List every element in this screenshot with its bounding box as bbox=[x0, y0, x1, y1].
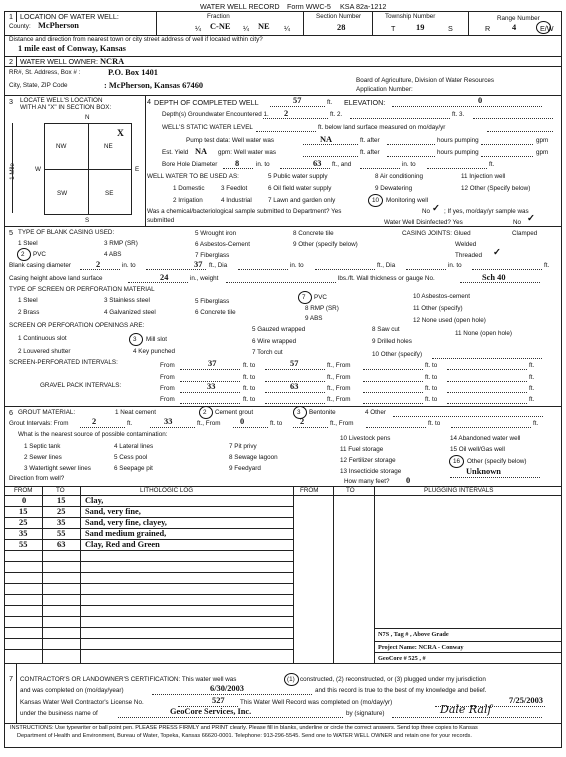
bore-depth-value[interactable]: 63 bbox=[313, 159, 322, 168]
screen-row2-ft-from: ft., From bbox=[327, 374, 351, 381]
screen-intervals-label: SCREEN-PERFORATED INTERVALS: bbox=[9, 359, 118, 366]
section-3-number: 3 bbox=[9, 97, 13, 106]
note-project: Project Name: NCRA - Conway bbox=[378, 644, 464, 651]
township-value[interactable]: 19 bbox=[416, 23, 425, 32]
source-septic[interactable]: 1 Septic tank bbox=[24, 443, 61, 450]
opening-key-punched[interactable]: 4 Key punched bbox=[133, 348, 176, 355]
section-5-title: TYPE OF BLANK CASING USED: bbox=[18, 229, 115, 236]
range-ew[interactable]: E/W bbox=[540, 24, 554, 33]
casing-abs[interactable]: 4 ABS bbox=[104, 251, 122, 258]
use-injection[interactable]: 11 Injection well bbox=[461, 173, 506, 180]
casing-wrought-iron[interactable]: 5 Wrought iron bbox=[195, 230, 237, 237]
quadrant-se: SE bbox=[105, 190, 114, 197]
fraction-quarter-1: ¼ bbox=[195, 24, 201, 33]
use-air[interactable]: 8 Air conditioning bbox=[375, 173, 423, 180]
distance-label: Distance and direction from nearest town or city street address of well if located within city? bbox=[9, 36, 263, 43]
screen-galvanized[interactable]: 4 Galvanized steel bbox=[104, 309, 156, 316]
openings-label: SCREEN OR PERFORATION OPENINGS ARE: bbox=[9, 322, 145, 329]
log-desc: Sand medium grained, bbox=[85, 529, 167, 538]
source-abandoned[interactable]: 14 Abandoned water well bbox=[450, 435, 521, 442]
log-to: 25 bbox=[57, 507, 66, 516]
use-oil[interactable]: 6 Oil field water supply bbox=[268, 185, 332, 192]
screen-ft-to: ft. to bbox=[243, 362, 256, 369]
blank-ft-dia-2: ft., Dia bbox=[377, 262, 396, 269]
section-number-value[interactable]: 28 bbox=[337, 23, 346, 32]
gravel-ft-end: ft. bbox=[529, 385, 535, 392]
depth-value[interactable]: 57 bbox=[293, 96, 302, 105]
grout-ft-to-3: ft. to bbox=[428, 420, 441, 427]
casing-other[interactable]: 9 Other (specify below) bbox=[293, 241, 358, 248]
casing-pvc-number: 2 bbox=[21, 251, 25, 258]
opening-wire[interactable]: 6 Wire wrapped bbox=[252, 338, 297, 345]
log-desc: Sand, very fine, clayey, bbox=[85, 518, 167, 527]
section-1-title: LOCATION OF WATER WELL: bbox=[20, 12, 119, 21]
county-label: County: bbox=[9, 23, 31, 30]
log-header-to: TO bbox=[56, 487, 65, 494]
source-watertight[interactable]: 3 Watertight sewer lines bbox=[24, 465, 91, 472]
grout-cement[interactable]: Cement grout bbox=[215, 409, 254, 416]
range-e-circle bbox=[536, 21, 551, 34]
source-unknown[interactable]: Unknown bbox=[466, 467, 501, 476]
blank-in-to-3: in. to bbox=[448, 262, 462, 269]
screen-pvc[interactable]: PVC bbox=[314, 294, 327, 301]
screen-from-label: From bbox=[160, 362, 175, 369]
quadrant-nw: NW bbox=[56, 143, 67, 150]
grout-ft-to-2: ft. to bbox=[270, 420, 283, 427]
instructions-line-2: Department of Health and Environment, Bureau of Water, Topeka, Kansas 66620-0001. Telephone: 913-296-5545. Send one to WATER WELL OWNER and retain one for your records. bbox=[17, 733, 472, 739]
yield-hours: hours pumping bbox=[437, 149, 479, 156]
blank-ft-end: ft. bbox=[544, 262, 550, 269]
source-insecticide[interactable]: 13 Insecticide storage bbox=[340, 468, 402, 475]
cert-line-1a: CONTRACTOR'S OR LANDOWNER'S CERTIFICATION: This water well was bbox=[20, 676, 237, 683]
gravel-row2-ft-to: ft. to bbox=[243, 396, 256, 403]
fraction-quarter-2: ¼ bbox=[243, 24, 249, 33]
groundwater-label: Depth(s) Groundwater Encountered 1. bbox=[162, 111, 269, 118]
screen-concrete[interactable]: 6 Concrete tile bbox=[195, 309, 236, 316]
quadrant-ne: NE bbox=[104, 143, 113, 150]
opening-louvered[interactable]: 2 Louvered shutter bbox=[18, 348, 71, 355]
grout-cement-circle bbox=[199, 406, 213, 419]
section-3-title-2: WITH AN "X" IN SECTION BOX: bbox=[20, 104, 112, 111]
gravel-row2-ft-to-2: ft. to bbox=[425, 396, 438, 403]
gravel-from-label: From bbox=[160, 385, 175, 392]
blank-to-value[interactable]: 37 bbox=[194, 260, 203, 269]
screen-row2-ft-end: ft. bbox=[529, 374, 535, 381]
township-t: T bbox=[391, 24, 396, 33]
use-monitoring[interactable]: Monitoring well bbox=[386, 197, 428, 204]
log-header-from: FROM bbox=[14, 487, 33, 494]
mile-label: 1 Mile bbox=[8, 163, 16, 180]
fraction-value-2[interactable]: NE bbox=[258, 22, 270, 31]
pump-test-label: Pump test data: Well water was bbox=[186, 137, 275, 144]
source-feedyard[interactable]: 9 Feedyard bbox=[229, 465, 261, 472]
bact-no-check: ✓ bbox=[432, 204, 440, 214]
screen-row2-ft-to: ft. to bbox=[243, 374, 256, 381]
opening-continuous[interactable]: 1 Continuous slot bbox=[18, 335, 67, 342]
yield-gpm: gpm bbox=[536, 149, 549, 156]
license-value[interactable]: 527 bbox=[212, 696, 225, 705]
location-x-mark: X bbox=[117, 129, 124, 139]
county-value[interactable]: McPherson bbox=[38, 21, 79, 30]
casing-height-label: Casing height above land surface bbox=[9, 275, 103, 282]
gauge-value[interactable]: Sch 40 bbox=[482, 273, 506, 282]
gravel-ft-to-2: ft. to bbox=[425, 385, 438, 392]
use-feedlot[interactable]: 3 Feedlot bbox=[221, 185, 248, 192]
grout-to-value[interactable]: 33 bbox=[164, 417, 173, 426]
screen-material-label: TYPE OF SCREEN OR PERFORATION MATERIAL bbox=[9, 286, 155, 293]
static-level-label: WELL'S STATIC WATER LEVEL bbox=[162, 124, 253, 131]
city-label: City, State, ZIP Code bbox=[9, 82, 68, 89]
opening-other[interactable]: 10 Other (specify) bbox=[372, 351, 423, 358]
note-tag: N7S , Tag # , Above Grade bbox=[378, 631, 449, 638]
grout-from-value[interactable]: 2 bbox=[92, 417, 97, 426]
opening-mill-slot[interactable]: Mill slot bbox=[146, 336, 167, 343]
cert-line-1b: constructed, (2) reconstructed, or (3) plugged under my jurisdiction bbox=[300, 676, 486, 683]
direction-label: Direction from well? bbox=[9, 475, 65, 482]
grout-title: GROUT MATERIAL: bbox=[18, 409, 76, 416]
yield-ft-after: ft. after bbox=[360, 149, 380, 156]
blank-in-to: in. to bbox=[122, 262, 136, 269]
city-value[interactable]: : McPherson, Kansas 67460 bbox=[104, 81, 204, 90]
business-label: under the business name of bbox=[20, 710, 98, 717]
plug-header-from: FROM bbox=[300, 487, 319, 494]
use-monitoring-number: 10 bbox=[372, 197, 380, 204]
casing-lbs-label: lbs./ft. Wall thickness or gauge No. bbox=[338, 275, 435, 282]
cert-line-2b: and this record is true to the best of my knowledge and belief. bbox=[315, 687, 487, 694]
screen-steel[interactable]: 1 Steel bbox=[18, 297, 38, 304]
bact-label: Was a chemical/bacteriological sample submitted to Department? Yes bbox=[147, 208, 342, 215]
grout-other[interactable]: 4 Other bbox=[365, 409, 386, 416]
yield-value[interactable]: NA bbox=[195, 147, 208, 156]
grout-to-2-value[interactable]: 2 bbox=[300, 417, 305, 426]
range-value[interactable]: 4 bbox=[512, 23, 517, 32]
compass-n: N bbox=[85, 114, 90, 121]
source-fuel[interactable]: 11 Fuel storage bbox=[340, 446, 384, 453]
license-label: Kansas Water Well Contractor's License No. bbox=[20, 699, 144, 706]
section-4-number: 4 bbox=[147, 97, 151, 106]
township-s: S bbox=[448, 24, 453, 33]
source-livestock[interactable]: 10 Livestock pens bbox=[340, 435, 391, 442]
board-label: Board of Agriculture, Division of Water Resources bbox=[356, 77, 495, 84]
log-from: 25 bbox=[19, 518, 28, 527]
application-label: Application Number: bbox=[356, 86, 413, 93]
disinfected-label: Water Well Disinfected? Yes bbox=[384, 219, 463, 226]
section-3-title-1: LOCATE WELL'S LOCATION bbox=[20, 97, 103, 104]
signature-label: by (signature) bbox=[346, 710, 385, 717]
log-from: 55 bbox=[19, 540, 28, 549]
fraction-quarter-3: ¼ bbox=[284, 24, 290, 33]
source-fertilizer[interactable]: 12 Fertilizer storage bbox=[340, 457, 396, 464]
source-lagoon[interactable]: 8 Sewage lagoon bbox=[229, 454, 278, 461]
blank-diameter-value[interactable]: 2 bbox=[96, 260, 101, 269]
form-title: WATER WELL RECORD bbox=[200, 2, 280, 11]
source-seepage[interactable]: 6 Seepage pit bbox=[114, 465, 153, 472]
casing-pvc-circle bbox=[17, 248, 31, 261]
screen-from-label-2: From bbox=[160, 374, 175, 381]
screen-pvc-circle bbox=[298, 291, 312, 304]
depth-ft: ft. bbox=[327, 99, 333, 106]
signature: Dale Ralf bbox=[440, 703, 492, 716]
groundwater-2-label: ft. 2. bbox=[330, 111, 343, 118]
joints-threaded[interactable]: Threaded bbox=[455, 252, 482, 259]
log-to: 63 bbox=[57, 540, 66, 549]
gravel-from-label-2: From bbox=[160, 396, 175, 403]
disinfected-no[interactable]: No bbox=[513, 219, 522, 226]
plug-header-to: TO bbox=[346, 487, 355, 494]
bact-no[interactable]: No bbox=[422, 208, 431, 215]
opening-gauzed[interactable]: 5 Gauzed wrapped bbox=[252, 326, 306, 333]
screen-fiberglass[interactable]: 5 Fiberglass bbox=[195, 298, 230, 305]
casing-steel[interactable]: 1 Steel bbox=[18, 240, 38, 247]
owner-value[interactable]: NCRA bbox=[100, 57, 125, 66]
log-to: 35 bbox=[57, 518, 66, 527]
section-1-number: 1 bbox=[9, 12, 13, 21]
use-lawn[interactable]: 7 Lawn and garden only bbox=[268, 197, 336, 204]
log-header-lithologic: LITHOLOGIC LOG bbox=[140, 487, 194, 494]
groundwater-1-value[interactable]: 2 bbox=[284, 109, 289, 118]
cert-option-1-circle bbox=[284, 673, 299, 686]
joints-threaded-check: ✓ bbox=[493, 248, 501, 258]
screen-rmp[interactable]: 8 RMP (SR) bbox=[305, 305, 339, 312]
source-pit-privy[interactable]: 7 Pit privy bbox=[229, 443, 257, 450]
screen-pvc-number: 7 bbox=[302, 294, 306, 301]
use-public[interactable]: 5 Public water supply bbox=[268, 173, 328, 180]
grout-bentonite-number: 3 bbox=[297, 409, 301, 416]
cert-completed-label: and was completed on (mo/day/year) bbox=[20, 687, 124, 694]
compass-e: E bbox=[135, 166, 140, 173]
casing-pvc[interactable]: PVC bbox=[33, 251, 46, 258]
screen-from-value[interactable]: 37 bbox=[208, 359, 217, 368]
plug-header-intervals: PLUGGING INTERVALS bbox=[424, 487, 494, 494]
how-many-feet-value[interactable]: 0 bbox=[406, 476, 411, 485]
opening-saw-cut[interactable]: 8 Saw cut bbox=[372, 326, 400, 333]
casing-height-value[interactable]: 24 bbox=[160, 273, 169, 282]
source-cess[interactable]: 5 Cess pool bbox=[114, 454, 148, 461]
bore-in-to: in. to bbox=[402, 161, 416, 168]
log-desc: Clay, bbox=[85, 496, 104, 505]
bore-to: in. to bbox=[256, 161, 270, 168]
pump-test-value[interactable]: NA bbox=[320, 135, 333, 144]
gravel-row2-ft-from: ft., From bbox=[327, 396, 351, 403]
elevation-value[interactable]: 0 bbox=[478, 96, 483, 105]
section-2-number: 2 bbox=[9, 57, 13, 66]
screen-other[interactable]: 11 Other (specify) bbox=[413, 305, 463, 312]
grout-ft-from-2: ft., From bbox=[330, 420, 354, 427]
use-industrial[interactable]: 4 Industrial bbox=[221, 197, 252, 204]
business-value[interactable]: GeoCore Services, Inc. bbox=[170, 707, 252, 716]
grout-from-2-value[interactable]: 0 bbox=[240, 417, 245, 426]
log-desc: Sand, very fine, bbox=[85, 507, 141, 516]
pump-ft-after: ft. after bbox=[360, 137, 380, 144]
quadrant-sw: SW bbox=[57, 190, 68, 197]
ksa-ref: KSA 82a-1212 bbox=[340, 2, 387, 11]
gravel-ft-from: ft., From bbox=[327, 385, 351, 392]
source-other-circle bbox=[449, 455, 464, 468]
casing-asbestos[interactable]: 6 Asbestos-Cement bbox=[195, 241, 250, 248]
note-geocore: GeoCore # 525 , # bbox=[378, 655, 426, 662]
screen-ft-from: ft., From bbox=[327, 362, 351, 369]
range-r: R bbox=[485, 24, 491, 33]
bore-value[interactable]: 8 bbox=[235, 159, 240, 168]
opening-none[interactable]: 11 None (open hole) bbox=[455, 330, 512, 337]
opening-drilled[interactable]: 9 Drilled holes bbox=[372, 338, 412, 345]
source-other[interactable]: Other (specify below) bbox=[467, 458, 527, 465]
screen-ft-end: ft. bbox=[529, 362, 535, 369]
depth-label: DEPTH OF COMPLETED WELL bbox=[154, 98, 259, 107]
yield-rest: gpm: Well water was bbox=[218, 149, 276, 156]
gravel-to-value[interactable]: 63 bbox=[290, 382, 299, 391]
casing-concrete-tile[interactable]: 8 Concrete tile bbox=[293, 230, 334, 237]
casing-height-in: in., weight bbox=[190, 275, 219, 282]
use-label: WELL WATER TO BE USED AS: bbox=[147, 173, 239, 180]
section-number-label: Section Number bbox=[316, 13, 362, 20]
bore-and: ft., and bbox=[332, 161, 352, 168]
section-5-number: 5 bbox=[9, 228, 13, 237]
grout-neat[interactable]: 1 Neat cement bbox=[115, 409, 156, 416]
contamination-label: What is the nearest source of possible contamination: bbox=[18, 431, 168, 438]
log-from: 35 bbox=[19, 529, 28, 538]
grout-intervals-label: Grout Intervals: From bbox=[9, 420, 69, 427]
source-other-number: 16 bbox=[453, 458, 461, 465]
compass-w: W bbox=[35, 166, 41, 173]
instructions-line-1: INSTRUCTIONS: Use typewriter or ball point pen. PLEASE PRESS FIRMLY and PRINT clearly. Please fill in blanks, underline or circle the correct answers. Send top three copies to Kansas bbox=[10, 725, 478, 731]
distance-value[interactable]: 1 mile east of Conway, Kansas bbox=[18, 44, 126, 53]
screen-abs[interactable]: 9 ABS bbox=[305, 315, 323, 322]
gravel-ft-to: ft. to bbox=[243, 385, 256, 392]
township-label: Township Number bbox=[385, 13, 436, 20]
pump-hours: hours pumping bbox=[437, 137, 479, 144]
blank-in-to-2: in. to bbox=[290, 262, 304, 269]
casing-rmp[interactable]: 3 RMP (SR) bbox=[104, 240, 138, 247]
range-label: Range Number bbox=[497, 15, 540, 22]
section-2-title: WATER WELL OWNER: bbox=[20, 57, 98, 66]
fraction-label: Fraction bbox=[207, 13, 230, 20]
gravel-row2-ft-end: ft. bbox=[529, 396, 535, 403]
source-sewer[interactable]: 2 Sewer lines bbox=[24, 454, 62, 461]
use-domestic[interactable]: 1 Domestic bbox=[173, 185, 205, 192]
fraction-value-1[interactable]: C-NE bbox=[210, 22, 231, 31]
grout-ft-from: ft., From bbox=[197, 420, 221, 427]
record-completed-label: This Water Well Record was completed on (mo/day/yr) bbox=[240, 699, 393, 706]
joints-label: CASING JOINTS: Glued bbox=[402, 230, 471, 237]
use-other[interactable]: 12 Other (Specify below) bbox=[461, 185, 531, 192]
screen-row2-ft-to-2: ft. to bbox=[425, 374, 438, 381]
joints-clamped[interactable]: Clamped bbox=[512, 230, 538, 237]
static-level-rest: ft. below land surface measured on mo/day/yr bbox=[318, 124, 446, 131]
source-oil-gas[interactable]: 15 Oil well/Gas well bbox=[450, 446, 505, 453]
yield-label: Est. Yield bbox=[162, 149, 189, 156]
grout-ft-end: ft. bbox=[533, 420, 539, 427]
address-label: RR#, St. Address, Box # : bbox=[9, 69, 81, 76]
disinfected-no-check: ✓ bbox=[527, 214, 535, 224]
joints-welded[interactable]: Welded bbox=[455, 241, 477, 248]
screen-stainless[interactable]: 3 Stainless steel bbox=[104, 297, 150, 304]
opening-torch[interactable]: 7 Torch cut bbox=[252, 349, 283, 356]
grout-cement-number: 2 bbox=[203, 409, 207, 416]
blank-ft-dia: ft., Dia bbox=[209, 262, 228, 269]
form-number: Form WWC-5 bbox=[287, 2, 331, 11]
bore-label: Bore Hole Diameter bbox=[162, 161, 218, 168]
use-monitoring-circle bbox=[368, 194, 383, 207]
record-completed-value[interactable]: 7/25/2003 bbox=[509, 696, 543, 705]
address-value[interactable]: P.O. Box 1401 bbox=[108, 68, 158, 77]
log-from: 0 bbox=[22, 496, 27, 505]
use-irrigation[interactable]: 2 Irrigation bbox=[173, 197, 203, 204]
groundwater-3-label: ft. 3. bbox=[452, 111, 465, 118]
gravel-from-value[interactable]: 33 bbox=[207, 382, 216, 391]
section-7-number: 7 bbox=[9, 674, 13, 683]
bact-rest: ; If yes, mo/day/yr sample was bbox=[444, 208, 529, 215]
elevation-label: ELEVATION: bbox=[344, 98, 386, 107]
grout-ft-to: ft. bbox=[127, 420, 133, 427]
screen-asbestos[interactable]: 10 Asbestos-cement bbox=[413, 293, 471, 300]
screen-to-value[interactable]: 57 bbox=[290, 359, 299, 368]
bact-submitted: submitted bbox=[147, 217, 175, 224]
how-many-feet-label: How many feet? bbox=[344, 478, 390, 485]
cert-option-1: (1) bbox=[287, 676, 295, 683]
opening-mill-number: 3 bbox=[133, 336, 137, 343]
gravel-intervals-label: GRAVEL PACK INTERVALS: bbox=[40, 382, 122, 389]
grout-bentonite[interactable]: Bentonite bbox=[309, 409, 336, 416]
use-dewatering[interactable]: 9 Dewatering bbox=[375, 185, 413, 192]
opening-mill-circle bbox=[129, 333, 143, 346]
log-desc: Clay, Red and Green bbox=[85, 540, 160, 549]
log-to: 55 bbox=[57, 529, 66, 538]
screen-brass[interactable]: 2 Brass bbox=[18, 309, 40, 316]
compass-s: S bbox=[85, 217, 90, 224]
source-lateral[interactable]: 4 Lateral lines bbox=[114, 443, 154, 450]
log-to: 15 bbox=[57, 496, 66, 505]
screen-none[interactable]: 12 None used (open hole) bbox=[413, 317, 486, 324]
cert-completed-value[interactable]: 6/30/2003 bbox=[210, 684, 244, 693]
section-6-number: 6 bbox=[9, 408, 13, 417]
blank-diameter-label: Blank casing diameter bbox=[9, 262, 71, 269]
bore-ft: ft. bbox=[489, 161, 495, 168]
log-from: 15 bbox=[19, 507, 28, 516]
casing-fiberglass[interactable]: 7 Fiberglass bbox=[195, 252, 230, 259]
screen-ft-to-2: ft. to bbox=[425, 362, 438, 369]
pump-gpm: gpm bbox=[536, 137, 549, 144]
